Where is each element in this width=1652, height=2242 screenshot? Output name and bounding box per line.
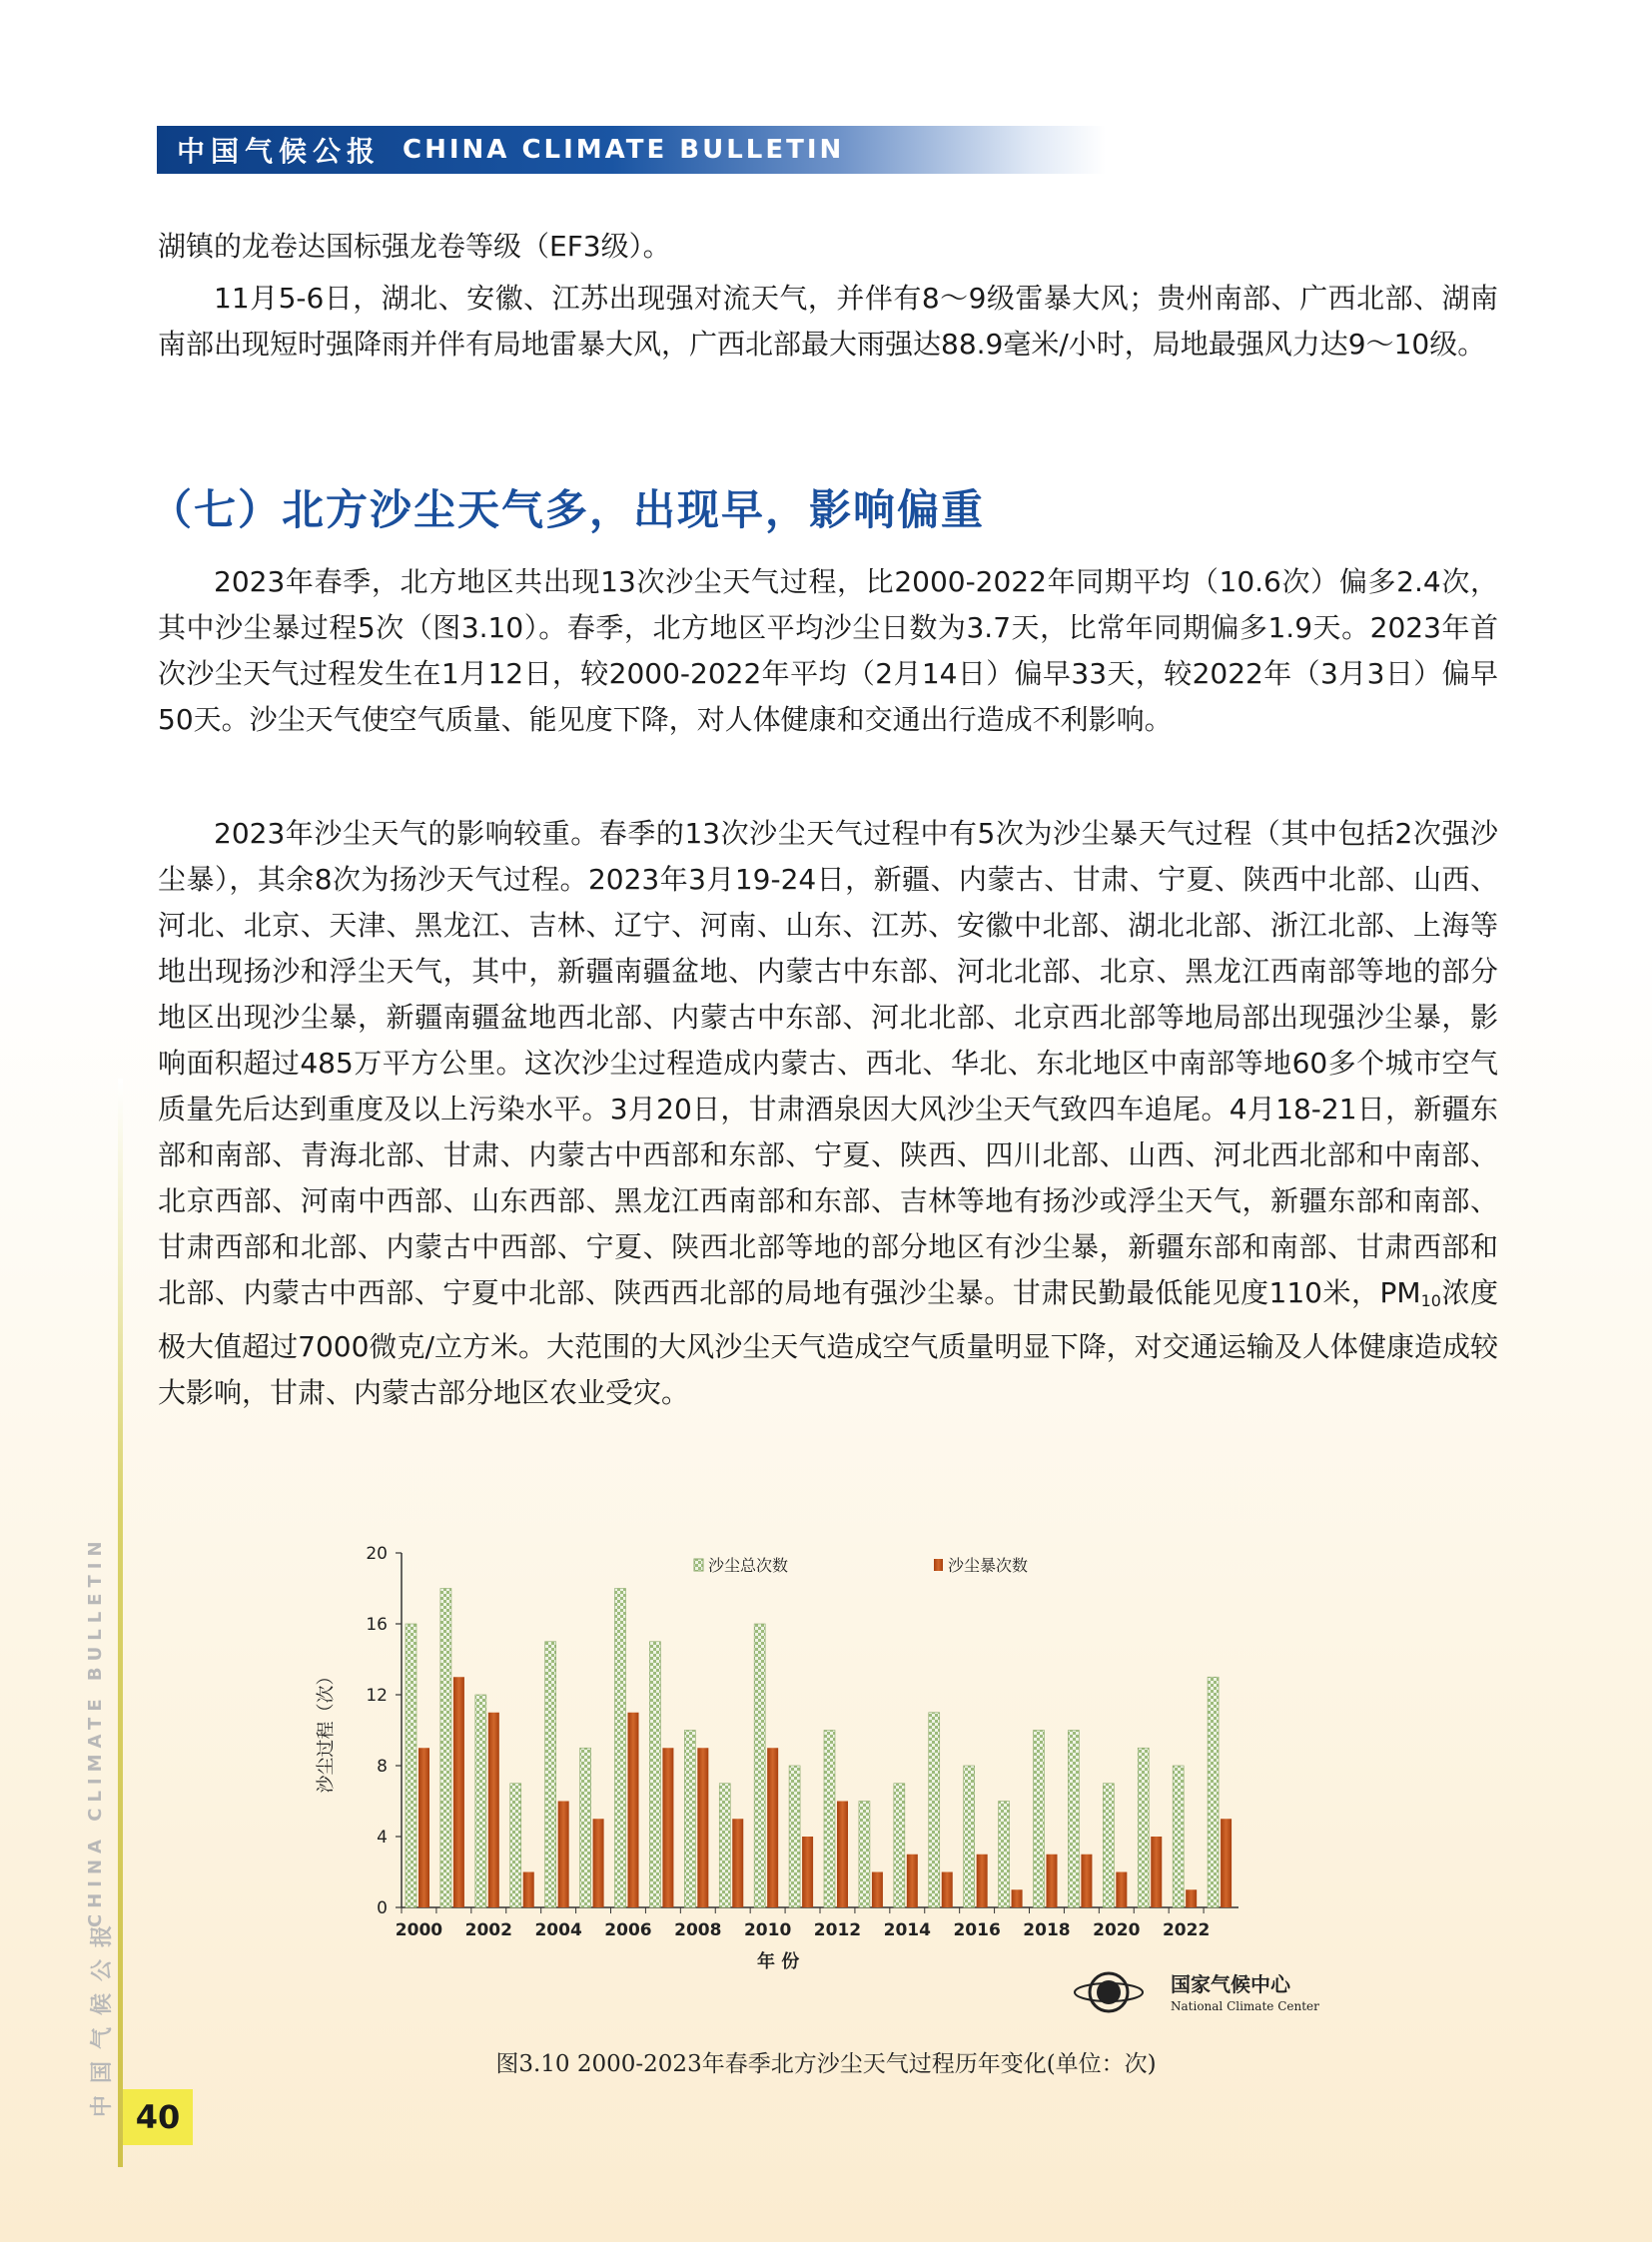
y-axis-label: 沙尘过程（次） (316, 1667, 337, 1794)
bar-dust-total (999, 1802, 1010, 1908)
bar-dust-total (440, 1589, 451, 1908)
side-title-cn-text: 中国气候公报 (90, 1912, 115, 2117)
x-tick-label: 2012 (813, 1920, 862, 1940)
bar-duststorm (1221, 1819, 1232, 1907)
y-tick-label: 8 (377, 1757, 388, 1777)
bar-dust-total (649, 1642, 660, 1907)
bar-dust-total (1173, 1766, 1184, 1907)
bar-duststorm (1116, 1872, 1127, 1908)
bar-duststorm (872, 1872, 883, 1908)
header-title-en: CHINA CLIMATE BULLETIN (403, 135, 845, 165)
bar-duststorm (942, 1872, 953, 1908)
bar-dust-total (789, 1766, 800, 1907)
x-tick-label: 2022 (1162, 1920, 1211, 1940)
bar-duststorm (1186, 1889, 1197, 1907)
bar-duststorm (558, 1802, 569, 1908)
bar-dust-total (1068, 1731, 1079, 1908)
paragraph-4 (158, 811, 1498, 1416)
bar-duststorm (802, 1837, 813, 1907)
bar-dust-total (1208, 1677, 1219, 1907)
bar-dust-total (1138, 1748, 1149, 1907)
bar-duststorm (1012, 1889, 1023, 1907)
logo-text-cn: 国家气候中心 (1171, 1972, 1290, 1996)
bar-duststorm (418, 1748, 429, 1907)
side-title-en (85, 1528, 115, 1927)
page-number: 40 (123, 2089, 193, 2145)
bar-dust-total (684, 1731, 695, 1908)
bar-dust-total (1034, 1731, 1045, 1908)
x-axis-label: 年 份 (756, 1951, 800, 1972)
x-tick-label: 2004 (534, 1920, 582, 1940)
bar-dust-total (1103, 1784, 1114, 1907)
header-bar (157, 126, 1106, 174)
section-title: （七）北方沙尘天气多，出现早，影响偏重 (150, 485, 986, 534)
side-title-en-text: CHINA CLIMATE BULLETIN (85, 1535, 106, 1927)
side-title-cn (85, 1907, 115, 2127)
bar-dust-total (824, 1731, 835, 1908)
bar-dust-total (615, 1589, 626, 1908)
bar-duststorm (837, 1802, 848, 1908)
bar-duststorm (1047, 1855, 1058, 1907)
bar-duststorm (628, 1713, 639, 1907)
x-tick-label: 2000 (395, 1920, 443, 1940)
x-tick-label: 2002 (464, 1920, 512, 1940)
bar-dust-total (719, 1784, 730, 1907)
side-rule (118, 1079, 123, 2167)
x-tick-label: 2006 (604, 1920, 652, 1940)
paragraph-2: 11月5-6日，湖北、安徽、江苏出现强对流天气，并伴有8～9级雷暴大风；贵州南部、广西北部、湖南南部出现短时强降雨并伴有局地雷暴大风，广西北部最大雨强达88.9毫米/小时，局地最强风力达9～10级。 (158, 282, 1498, 361)
legend-swatch-duststorm (934, 1559, 943, 1571)
x-tick-label: 2010 (743, 1920, 792, 1940)
bar-duststorm (977, 1855, 988, 1907)
header-title-cn: 中国气候公报 (177, 135, 382, 168)
bar-duststorm (662, 1748, 673, 1907)
bar-dust-total (580, 1748, 591, 1907)
x-tick-label: 2014 (883, 1920, 931, 1940)
ncc-logo (1075, 1972, 1319, 2013)
bar-dust-total (475, 1695, 486, 1907)
legend-swatch-dust-total (694, 1559, 703, 1571)
y-tick-label: 12 (366, 1686, 388, 1706)
bar-dust-total (510, 1784, 521, 1907)
bar-dust-total (859, 1802, 870, 1908)
bar-duststorm (767, 1748, 778, 1907)
bar-duststorm (732, 1819, 743, 1907)
bar-duststorm (1151, 1837, 1162, 1907)
x-tick-label: 2008 (674, 1920, 722, 1940)
legend-label-dust-total: 沙尘总次数 (708, 1556, 789, 1575)
figure-caption: 图3.10 2000-2023年春季北方沙尘天气过程历年变化(单位：次) (495, 2051, 1157, 2077)
pm-subscript: 10 (1420, 1291, 1441, 1310)
bar-duststorm (697, 1748, 708, 1907)
paragraph-1: 湖镇的龙卷达国标强龙卷等级（EF3级）。 (158, 230, 671, 263)
y-tick-label: 4 (377, 1828, 388, 1848)
x-tick-label: 2020 (1093, 1920, 1141, 1940)
bar-duststorm (453, 1677, 464, 1907)
bar-duststorm (593, 1819, 604, 1907)
y-tick-label: 20 (366, 1544, 388, 1564)
bar-dust-total (964, 1766, 975, 1907)
logo-text-en: National Climate Center (1171, 1999, 1319, 2013)
y-tick-label: 0 (377, 1898, 388, 1918)
bar-dust-total (929, 1713, 940, 1907)
bar-duststorm (488, 1713, 499, 1907)
bar-dust-total (894, 1784, 905, 1907)
dust-chart (300, 1528, 1358, 2027)
bar-duststorm (523, 1872, 534, 1908)
bar-dust-total (406, 1624, 416, 1907)
x-tick-label: 2016 (953, 1920, 1001, 1940)
x-tick-label: 2018 (1023, 1920, 1071, 1940)
bar-duststorm (1081, 1855, 1092, 1907)
paragraph-4-part-b: 浓度极大值超过7000微克/立方米。大范围的大风沙尘天气造成空气质量明显下降，对交通运输及人体健康造成较大影响，甘肃、内蒙古部分地区农业受灾。 (158, 1276, 1498, 1409)
bar-dust-total (754, 1624, 765, 1907)
paragraph-3: 2023年春季，北方地区共出现13次沙尘天气过程，比2000-2022年同期平均（10.6次）偏多2.4次，其中沙尘暴过程5次（图3.10）。春季，北方地区平均沙尘日数为3.7天，比常年同期偏多1.9天。2023年首次沙尘天气过程发生在1月12日，较2000-2022年平均（2月14日）偏早33天，较2022年（3月3日）偏早50天。沙尘天气使空气质量、能见度下降，对人体健康和交通出行造成不利影响。 (158, 565, 1498, 736)
bar-dust-total (545, 1642, 556, 1907)
bar-duststorm (907, 1855, 918, 1907)
paragraph-4-part-a: 2023年沙尘天气的影响较重。春季的13次沙尘天气过程中有5次为沙尘暴天气过程（其中包括2次强沙尘暴），其余8次为扬沙天气过程。2023年3月19-24日，新疆、内蒙古、甘肃、宁夏、陕西中北部、山西、河北、北京、天津、黑龙江、吉林、辽宁、河南、山东、江苏、安徽中北部、湖北北部、浙江北部、上海等地出现扬沙和浮尘天气，其中，新疆南疆盆地、内蒙古中东部、河北北部、北京、黑龙江西南部等地的部分地区出现沙尘暴，新疆南疆盆地西北部、内蒙古中东部、河北北部、北京西北部等地局部出现强沙尘暴，影响面积超过485万平方公里。这次沙尘过程造成内蒙古、西北、华北、东北地区中南部等地60多个城市空气质量先后达到重度及以上污染水平。3月20日，甘肃酒泉因大风沙尘天气致四车追尾。4月18-21日，新疆东部和南部、青海北部、甘肃、内蒙古中西部和东部、宁夏、陕西、四川北部、山西、河北西北部和中南部、北京西部、河南中西部、山东西部、黑龙江西南部和东部、吉林等地有扬沙或浮尘天气，新疆东部和南部、甘肃西部和北部、内蒙古中西部、宁夏、陕西北部等地的部分地区有沙尘暴，新疆东部和南部、甘肃西部和北部、内蒙古中西部、宁夏中北部、陕西西北部的局地有强沙尘暴。甘肃民勤最低能见度110米，PM (158, 817, 1498, 1309)
legend-label-duststorm: 沙尘暴次数 (948, 1556, 1029, 1575)
y-tick-label: 16 (366, 1615, 388, 1635)
